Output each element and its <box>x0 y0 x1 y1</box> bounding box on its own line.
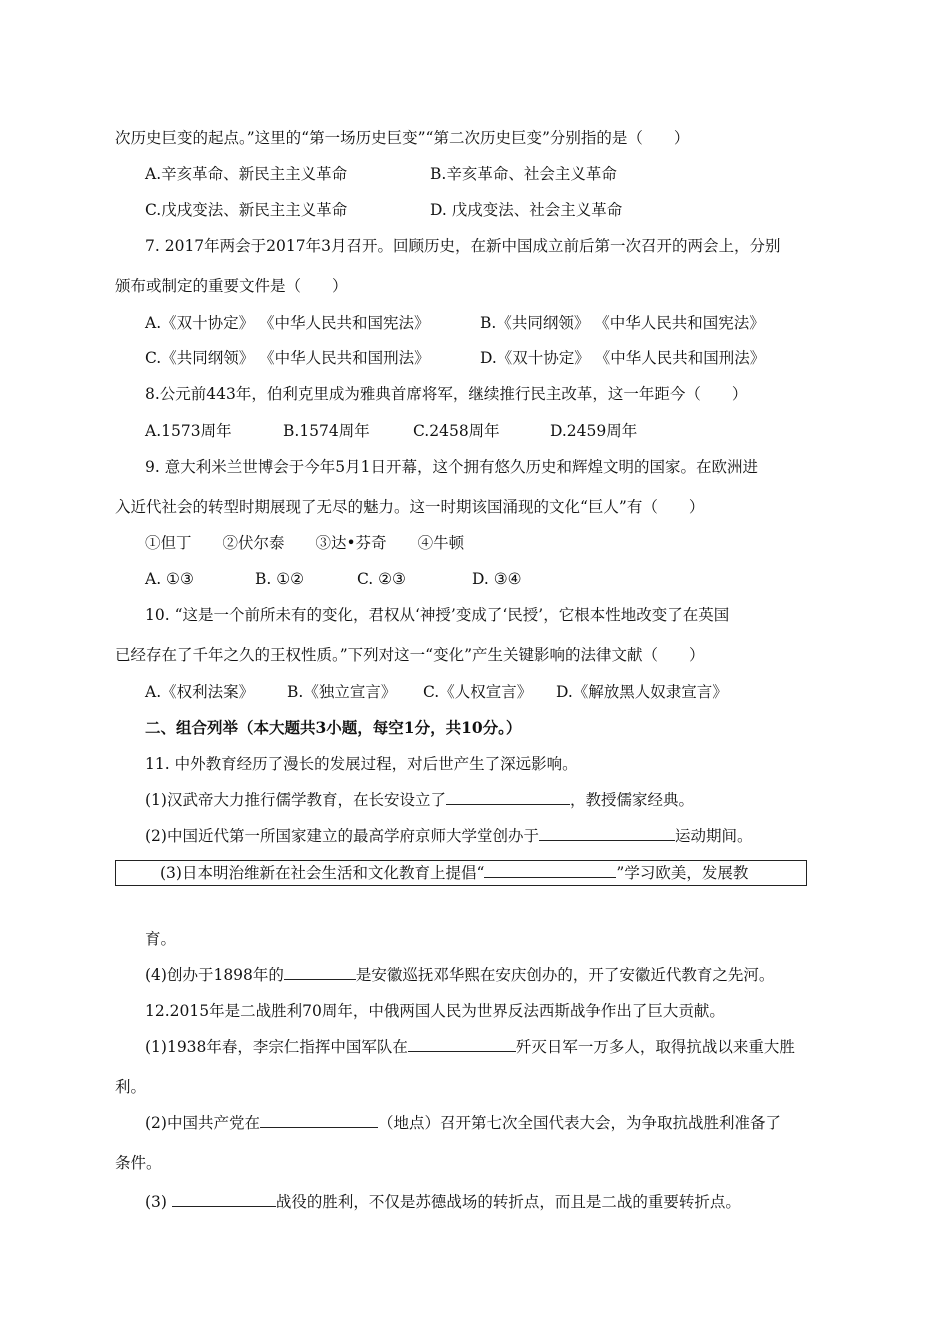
q10-stem-line2: 已经存在了千年之久的王权性质。”下列对这一“变化”产生关键影响的法律文献（ ） <box>115 646 705 664</box>
q11-part4-blank[interactable] <box>284 965 356 980</box>
q11-part2-text-end: 运动期间。 <box>674 827 753 845</box>
q11-part1 <box>145 790 694 810</box>
q6-option-d: D. 戊戌变法、社会主义革命 <box>430 201 623 219</box>
q9-stem-line1: 9. 意大利米兰世博会于今年5月1日开幕，这个拥有悠久历史和辉煌文明的国家。在欧洲进 <box>145 458 758 476</box>
q11-part3-text-end: ”学习欧美，发展教 <box>616 864 749 882</box>
q9-option-c: C. ②③ <box>357 570 406 588</box>
q8-option-a: A.1573周年 <box>145 422 232 440</box>
q11-part2 <box>145 826 752 846</box>
q7-option-b: B.《共同纲领》 《中华人民共和国宪法》 <box>480 314 765 332</box>
q10-option-b: B.《独立宣言》 <box>287 683 397 701</box>
q8-option-d: D.2459周年 <box>550 422 638 440</box>
q12-part2-text-end: （地点）召开第七次全国代表大会，为争取抗战胜利准备了 <box>377 1114 781 1132</box>
q11-part2-blank[interactable] <box>539 826 675 841</box>
q11-part4 <box>145 965 774 985</box>
q7-option-c: C.《共同纲领》 《中华人民共和国刑法》 <box>145 349 430 367</box>
q12-part2-continuation: 条件。 <box>115 1154 162 1172</box>
q10-stem-line1: 10. “这是一个前所未有的变化，君权从‘神授’变成了‘民授’，它根本性地改变了在英国 <box>145 606 730 624</box>
q12-part2 <box>145 1113 781 1133</box>
q11-stem: 11. 中外教育经历了漫长的发展过程，对后世产生了深远影响。 <box>145 755 578 773</box>
q11-part4-text: (4)创办于1898年的 <box>145 966 284 984</box>
q6-option-b: B.辛亥革命、社会主义革命 <box>430 165 617 183</box>
q11-part1-text-end: ，教授儒家经典。 <box>569 791 694 809</box>
q11-part1-blank[interactable] <box>446 790 570 805</box>
q8-stem: 8.公元前443年，伯利克里成为雅典首席将军，继续推行民主改革，这一年距今（ ） <box>145 385 748 403</box>
q12-part3-text-end: 战役的胜利，不仅是苏德战场的转折点，而且是二战的重要转折点。 <box>275 1193 741 1211</box>
q12-part3-text: (3) <box>145 1193 172 1211</box>
q10-option-c: C.《人权宣言》 <box>423 683 533 701</box>
q11-part2-text: (2)中国近代第一所国家建立的最高学府京师大学堂创办于 <box>145 827 539 845</box>
q9-items: ①但丁 ②伏尔泰 ③达•芬奇 ④牛顿 <box>145 534 465 552</box>
section2-heading: 二、组合列举（本大题共3小题，每空1分，共10分。） <box>145 718 522 737</box>
q9-stem-line2: 入近代社会的转型时期展现了无尽的魅力。这一时期该国涌现的文化“巨人”有（ ） <box>115 498 705 516</box>
q12-part2-blank[interactable] <box>260 1113 378 1128</box>
q12-part3-blank[interactable] <box>172 1192 276 1207</box>
q11-part1-text: (1)汉武帝大力推行儒学教育，在长安设立了 <box>145 791 446 809</box>
q11-part3-text: (3)日本明治维新在社会生活和文化教育上提倡“ <box>160 864 485 882</box>
q9-option-d: D. ③④ <box>472 570 522 588</box>
q6-stem-end: 次历史巨变的起点。”这里的“第一场历史巨变”“第二次历史巨变”分别指的是（ ） <box>115 129 690 147</box>
q8-option-c: C.2458周年 <box>413 422 500 440</box>
q12-part1-text-end: 歼灭日军一万多人，取得抗战以来重大胜 <box>515 1038 795 1056</box>
q12-part3 <box>145 1192 741 1212</box>
q12-part1 <box>145 1037 795 1057</box>
q9-option-a: A. ①③ <box>145 570 194 588</box>
q12-part1-text: (1)1938年春，李宗仁指挥中国军队在 <box>145 1038 408 1056</box>
q12-part2-text: (2)中国共产党在 <box>145 1114 260 1132</box>
q11-part3-blank[interactable] <box>484 863 616 878</box>
q6-option-a: A.辛亥革命、新民主主义革命 <box>145 165 348 183</box>
q12-part1-blank[interactable] <box>408 1037 516 1052</box>
q6-option-c: C.戊戌变法、新民主主义革命 <box>145 201 348 219</box>
q11-part3 <box>160 863 748 883</box>
q9-option-b: B. ①② <box>255 570 305 588</box>
q12-stem: 12.2015年是二战胜利70周年，中俄两国人民为世界反法西斯战争作出了巨大贡献。 <box>145 1002 725 1020</box>
q7-stem-line2: 颁布或制定的重要文件是（ ） <box>115 277 348 295</box>
q10-option-a: A.《权利法案》 <box>145 683 255 701</box>
q7-stem-line1: 7. 2017年两会于2017年3月召开。回顾历史，在新中国成立前后第一次召开的两会上，分别 <box>145 237 781 255</box>
q12-part1-continuation: 利。 <box>115 1078 147 1096</box>
q7-option-a: A.《双十协定》 《中华人民共和国宪法》 <box>145 314 430 332</box>
q11-part3-continuation: 育。 <box>145 930 177 948</box>
q7-option-d: D.《双十协定》 《中华人民共和国刑法》 <box>480 349 766 367</box>
q10-option-d: D.《解放黑人奴隶宣言》 <box>556 683 728 701</box>
q8-option-b: B.1574周年 <box>283 422 370 440</box>
q11-part4-text-end: 是安徽巡抚邓华熙在安庆创办的，开了安徽近代教育之先河。 <box>355 966 775 984</box>
